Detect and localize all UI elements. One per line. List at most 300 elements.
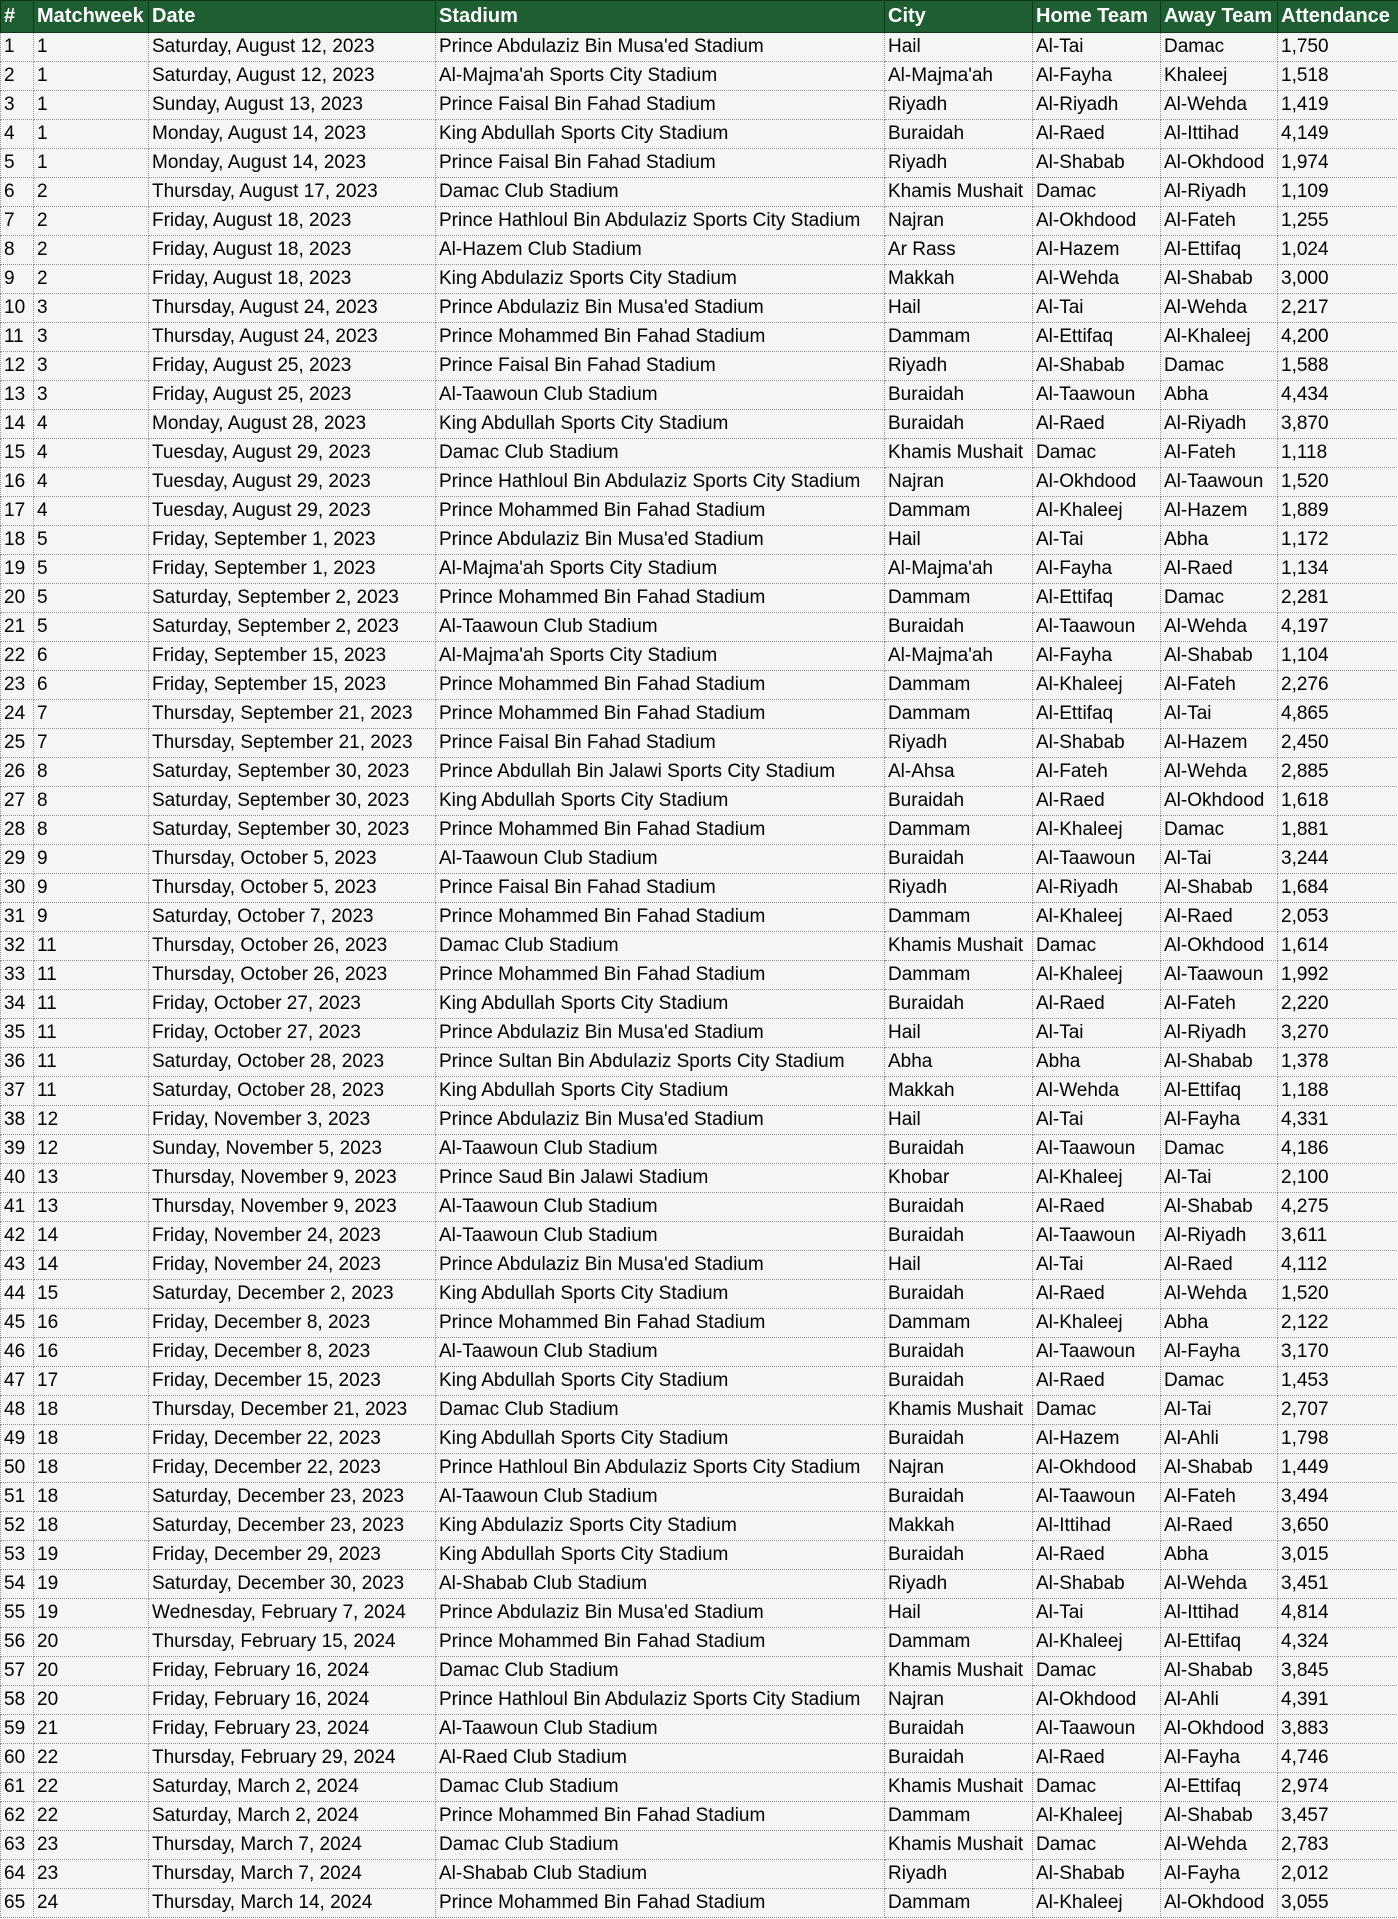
cell-city[interactable]: Hail bbox=[885, 33, 1033, 62]
cell-stadium[interactable]: Al-Taawoun Club Stadium bbox=[436, 845, 885, 874]
cell-number[interactable]: 21 bbox=[1, 613, 34, 642]
cell-matchweek[interactable]: 1 bbox=[34, 91, 149, 120]
cell-number[interactable]: 25 bbox=[1, 729, 34, 758]
cell-matchweek[interactable]: 13 bbox=[34, 1164, 149, 1193]
cell-attendance[interactable]: 1,520 bbox=[1278, 468, 1398, 497]
cell-attendance[interactable]: 1,684 bbox=[1278, 874, 1398, 903]
cell-matchweek[interactable]: 1 bbox=[34, 149, 149, 178]
cell-home-team[interactable]: Al-Tai bbox=[1033, 526, 1161, 555]
cell-matchweek[interactable]: 19 bbox=[34, 1541, 149, 1570]
cell-stadium[interactable]: Al-Shabab Club Stadium bbox=[436, 1860, 885, 1889]
cell-attendance[interactable]: 4,814 bbox=[1278, 1599, 1398, 1628]
cell-away-team[interactable]: Al-Ahli bbox=[1161, 1686, 1278, 1715]
cell-attendance[interactable]: 3,457 bbox=[1278, 1802, 1398, 1831]
cell-attendance[interactable]: 2,100 bbox=[1278, 1164, 1398, 1193]
cell-date[interactable]: Friday, August 25, 2023 bbox=[149, 352, 436, 381]
cell-number[interactable]: 16 bbox=[1, 468, 34, 497]
cell-stadium[interactable]: Al-Shabab Club Stadium bbox=[436, 1570, 885, 1599]
cell-matchweek[interactable]: 5 bbox=[34, 584, 149, 613]
cell-date[interactable]: Thursday, October 5, 2023 bbox=[149, 845, 436, 874]
cell-date[interactable]: Thursday, August 24, 2023 bbox=[149, 294, 436, 323]
cell-stadium[interactable]: King Abdullah Sports City Stadium bbox=[436, 1425, 885, 1454]
cell-stadium[interactable]: Prince Faisal Bin Fahad Stadium bbox=[436, 352, 885, 381]
cell-date[interactable]: Thursday, March 14, 2024 bbox=[149, 1889, 436, 1918]
cell-attendance[interactable]: 3,611 bbox=[1278, 1222, 1398, 1251]
cell-attendance[interactable]: 2,053 bbox=[1278, 903, 1398, 932]
cell-home-team[interactable]: Al-Khaleej bbox=[1033, 961, 1161, 990]
cell-away-team[interactable]: Damac bbox=[1161, 816, 1278, 845]
cell-city[interactable]: Dammam bbox=[885, 816, 1033, 845]
cell-matchweek[interactable]: 8 bbox=[34, 816, 149, 845]
cell-number[interactable]: 35 bbox=[1, 1019, 34, 1048]
cell-number[interactable]: 56 bbox=[1, 1628, 34, 1657]
cell-matchweek[interactable]: 17 bbox=[34, 1367, 149, 1396]
cell-date[interactable]: Monday, August 28, 2023 bbox=[149, 410, 436, 439]
cell-date[interactable]: Saturday, December 30, 2023 bbox=[149, 1570, 436, 1599]
cell-away-team[interactable]: Abha bbox=[1161, 1309, 1278, 1338]
cell-home-team[interactable]: Al-Khaleej bbox=[1033, 1164, 1161, 1193]
cell-attendance[interactable]: 4,149 bbox=[1278, 120, 1398, 149]
cell-stadium[interactable]: Al-Majma'ah Sports City Stadium bbox=[436, 642, 885, 671]
cell-city[interactable]: Makkah bbox=[885, 1077, 1033, 1106]
cell-stadium[interactable]: King Abdullah Sports City Stadium bbox=[436, 1280, 885, 1309]
cell-home-team[interactable]: Damac bbox=[1033, 1657, 1161, 1686]
cell-home-team[interactable]: Al-Okhdood bbox=[1033, 1686, 1161, 1715]
cell-stadium[interactable]: Al-Taawoun Club Stadium bbox=[436, 1222, 885, 1251]
cell-away-team[interactable]: Al-Tai bbox=[1161, 1396, 1278, 1425]
cell-date[interactable]: Friday, August 25, 2023 bbox=[149, 381, 436, 410]
cell-city[interactable]: Dammam bbox=[885, 1309, 1033, 1338]
cell-city[interactable]: Riyadh bbox=[885, 149, 1033, 178]
cell-attendance[interactable]: 1,188 bbox=[1278, 1077, 1398, 1106]
cell-city[interactable]: Buraidah bbox=[885, 1222, 1033, 1251]
cell-home-team[interactable]: Al-Okhdood bbox=[1033, 468, 1161, 497]
cell-home-team[interactable]: Al-Khaleej bbox=[1033, 671, 1161, 700]
cell-matchweek[interactable]: 3 bbox=[34, 381, 149, 410]
cell-city[interactable]: Khamis Mushait bbox=[885, 1657, 1033, 1686]
cell-matchweek[interactable]: 5 bbox=[34, 613, 149, 642]
cell-matchweek[interactable]: 7 bbox=[34, 700, 149, 729]
column-header-date[interactable]: Date bbox=[149, 1, 436, 33]
cell-number[interactable]: 27 bbox=[1, 787, 34, 816]
cell-stadium[interactable]: Al-Taawoun Club Stadium bbox=[436, 381, 885, 410]
cell-matchweek[interactable]: 15 bbox=[34, 1280, 149, 1309]
cell-away-team[interactable]: Al-Riyadh bbox=[1161, 178, 1278, 207]
cell-home-team[interactable]: Al-Khaleej bbox=[1033, 1889, 1161, 1918]
cell-stadium[interactable]: Damac Club Stadium bbox=[436, 1831, 885, 1860]
cell-number[interactable]: 60 bbox=[1, 1744, 34, 1773]
cell-stadium[interactable]: Prince Abdulaziz Bin Musa'ed Stadium bbox=[436, 526, 885, 555]
cell-number[interactable]: 65 bbox=[1, 1889, 34, 1918]
cell-city[interactable]: Dammam bbox=[885, 1889, 1033, 1918]
cell-number[interactable]: 42 bbox=[1, 1222, 34, 1251]
cell-number[interactable]: 38 bbox=[1, 1106, 34, 1135]
cell-number[interactable]: 23 bbox=[1, 671, 34, 700]
cell-home-team[interactable]: Al-Fayha bbox=[1033, 555, 1161, 584]
cell-away-team[interactable]: Al-Ittihad bbox=[1161, 1599, 1278, 1628]
cell-attendance[interactable]: 1,520 bbox=[1278, 1280, 1398, 1309]
cell-matchweek[interactable]: 19 bbox=[34, 1599, 149, 1628]
cell-number[interactable]: 62 bbox=[1, 1802, 34, 1831]
cell-away-team[interactable]: Damac bbox=[1161, 1135, 1278, 1164]
cell-home-team[interactable]: Al-Okhdood bbox=[1033, 207, 1161, 236]
cell-home-team[interactable]: Al-Ittihad bbox=[1033, 1512, 1161, 1541]
cell-stadium[interactable]: Prince Abdulaziz Bin Musa'ed Stadium bbox=[436, 1019, 885, 1048]
cell-number[interactable]: 40 bbox=[1, 1164, 34, 1193]
cell-away-team[interactable]: Al-Shabab bbox=[1161, 265, 1278, 294]
cell-home-team[interactable]: Al-Raed bbox=[1033, 787, 1161, 816]
cell-number[interactable]: 37 bbox=[1, 1077, 34, 1106]
cell-city[interactable]: Khamis Mushait bbox=[885, 932, 1033, 961]
cell-city[interactable]: Khamis Mushait bbox=[885, 178, 1033, 207]
cell-matchweek[interactable]: 18 bbox=[34, 1483, 149, 1512]
cell-stadium[interactable]: Prince Faisal Bin Fahad Stadium bbox=[436, 874, 885, 903]
cell-date[interactable]: Friday, September 15, 2023 bbox=[149, 642, 436, 671]
cell-away-team[interactable]: Al-Raed bbox=[1161, 555, 1278, 584]
cell-city[interactable]: Dammam bbox=[885, 903, 1033, 932]
cell-stadium[interactable]: Damac Club Stadium bbox=[436, 1773, 885, 1802]
cell-matchweek[interactable]: 18 bbox=[34, 1512, 149, 1541]
cell-stadium[interactable]: Prince Abdulaziz Bin Musa'ed Stadium bbox=[436, 1599, 885, 1628]
cell-away-team[interactable]: Al-Fayha bbox=[1161, 1338, 1278, 1367]
cell-stadium[interactable]: Prince Mohammed Bin Fahad Stadium bbox=[436, 323, 885, 352]
cell-date[interactable]: Friday, September 1, 2023 bbox=[149, 555, 436, 584]
cell-home-team[interactable]: Al-Khaleej bbox=[1033, 497, 1161, 526]
cell-city[interactable]: Buraidah bbox=[885, 120, 1033, 149]
cell-date[interactable]: Thursday, March 7, 2024 bbox=[149, 1860, 436, 1889]
cell-city[interactable]: Dammam bbox=[885, 1802, 1033, 1831]
cell-stadium[interactable]: Prince Abdulaziz Bin Musa'ed Stadium bbox=[436, 1251, 885, 1280]
cell-matchweek[interactable]: 14 bbox=[34, 1251, 149, 1280]
cell-stadium[interactable]: Prince Hathloul Bin Abdulaziz Sports City Stadium bbox=[436, 1454, 885, 1483]
cell-home-team[interactable]: Al-Tai bbox=[1033, 1599, 1161, 1628]
cell-date[interactable]: Friday, October 27, 2023 bbox=[149, 1019, 436, 1048]
cell-city[interactable]: Najran bbox=[885, 207, 1033, 236]
cell-matchweek[interactable]: 1 bbox=[34, 62, 149, 91]
cell-date[interactable]: Saturday, December 2, 2023 bbox=[149, 1280, 436, 1309]
cell-stadium[interactable]: Prince Saud Bin Jalawi Stadium bbox=[436, 1164, 885, 1193]
cell-attendance[interactable]: 1,992 bbox=[1278, 961, 1398, 990]
cell-attendance[interactable]: 4,391 bbox=[1278, 1686, 1398, 1715]
cell-home-team[interactable]: Al-Shabab bbox=[1033, 729, 1161, 758]
cell-city[interactable]: Dammam bbox=[885, 584, 1033, 613]
cell-number[interactable]: 12 bbox=[1, 352, 34, 381]
cell-date[interactable]: Friday, December 8, 2023 bbox=[149, 1309, 436, 1338]
cell-away-team[interactable]: Al-Hazem bbox=[1161, 497, 1278, 526]
cell-attendance[interactable]: 4,275 bbox=[1278, 1193, 1398, 1222]
cell-home-team[interactable]: Al-Hazem bbox=[1033, 1425, 1161, 1454]
cell-date[interactable]: Saturday, March 2, 2024 bbox=[149, 1802, 436, 1831]
cell-date[interactable]: Friday, February 23, 2024 bbox=[149, 1715, 436, 1744]
cell-attendance[interactable]: 4,200 bbox=[1278, 323, 1398, 352]
cell-attendance[interactable]: 3,270 bbox=[1278, 1019, 1398, 1048]
cell-attendance[interactable]: 4,746 bbox=[1278, 1744, 1398, 1773]
cell-date[interactable]: Friday, December 8, 2023 bbox=[149, 1338, 436, 1367]
cell-away-team[interactable]: Al-Okhdood bbox=[1161, 1715, 1278, 1744]
cell-stadium[interactable]: Prince Hathloul Bin Abdulaziz Sports City Stadium bbox=[436, 468, 885, 497]
cell-date[interactable]: Saturday, September 30, 2023 bbox=[149, 758, 436, 787]
cell-attendance[interactable]: 1,518 bbox=[1278, 62, 1398, 91]
cell-away-team[interactable]: Al-Okhdood bbox=[1161, 149, 1278, 178]
cell-home-team[interactable]: Al-Riyadh bbox=[1033, 874, 1161, 903]
cell-number[interactable]: 34 bbox=[1, 990, 34, 1019]
cell-number[interactable]: 11 bbox=[1, 323, 34, 352]
cell-city[interactable]: Buraidah bbox=[885, 381, 1033, 410]
cell-number[interactable]: 53 bbox=[1, 1541, 34, 1570]
cell-attendance[interactable]: 3,451 bbox=[1278, 1570, 1398, 1599]
cell-city[interactable]: Buraidah bbox=[885, 1135, 1033, 1164]
cell-home-team[interactable]: Al-Raed bbox=[1033, 120, 1161, 149]
cell-attendance[interactable]: 1,588 bbox=[1278, 352, 1398, 381]
cell-away-team[interactable]: Al-Wehda bbox=[1161, 1280, 1278, 1309]
cell-city[interactable]: Najran bbox=[885, 468, 1033, 497]
cell-date[interactable]: Friday, November 24, 2023 bbox=[149, 1251, 436, 1280]
cell-home-team[interactable]: Al-Raed bbox=[1033, 1367, 1161, 1396]
cell-home-team[interactable]: Al-Tai bbox=[1033, 294, 1161, 323]
cell-attendance[interactable]: 1,618 bbox=[1278, 787, 1398, 816]
cell-away-team[interactable]: Al-Raed bbox=[1161, 1251, 1278, 1280]
cell-attendance[interactable]: 3,000 bbox=[1278, 265, 1398, 294]
cell-city[interactable]: Buraidah bbox=[885, 787, 1033, 816]
cell-away-team[interactable]: Damac bbox=[1161, 1367, 1278, 1396]
cell-date[interactable]: Monday, August 14, 2023 bbox=[149, 149, 436, 178]
cell-matchweek[interactable]: 4 bbox=[34, 439, 149, 468]
cell-home-team[interactable]: Al-Shabab bbox=[1033, 352, 1161, 381]
cell-away-team[interactable]: Al-Fayha bbox=[1161, 1860, 1278, 1889]
cell-number[interactable]: 41 bbox=[1, 1193, 34, 1222]
column-header-number[interactable]: # bbox=[1, 1, 34, 33]
cell-matchweek[interactable]: 18 bbox=[34, 1396, 149, 1425]
cell-home-team[interactable]: Damac bbox=[1033, 1773, 1161, 1802]
cell-city[interactable]: Dammam bbox=[885, 961, 1033, 990]
cell-stadium[interactable]: King Abdulaziz Sports City Stadium bbox=[436, 1512, 885, 1541]
cell-away-team[interactable]: Al-Wehda bbox=[1161, 294, 1278, 323]
cell-city[interactable]: Al-Majma'ah bbox=[885, 62, 1033, 91]
cell-stadium[interactable]: Prince Mohammed Bin Fahad Stadium bbox=[436, 961, 885, 990]
cell-city[interactable]: Buraidah bbox=[885, 1367, 1033, 1396]
cell-number[interactable]: 6 bbox=[1, 178, 34, 207]
cell-number[interactable]: 17 bbox=[1, 497, 34, 526]
cell-number[interactable]: 31 bbox=[1, 903, 34, 932]
cell-stadium[interactable]: Al-Taawoun Club Stadium bbox=[436, 1338, 885, 1367]
cell-away-team[interactable]: Al-Shabab bbox=[1161, 1802, 1278, 1831]
cell-away-team[interactable]: Al-Shabab bbox=[1161, 1048, 1278, 1077]
cell-matchweek[interactable]: 12 bbox=[34, 1135, 149, 1164]
cell-attendance[interactable]: 3,650 bbox=[1278, 1512, 1398, 1541]
cell-date[interactable]: Saturday, September 2, 2023 bbox=[149, 613, 436, 642]
cell-matchweek[interactable]: 11 bbox=[34, 1019, 149, 1048]
cell-attendance[interactable]: 2,450 bbox=[1278, 729, 1398, 758]
cell-city[interactable]: Buraidah bbox=[885, 1483, 1033, 1512]
cell-attendance[interactable]: 2,707 bbox=[1278, 1396, 1398, 1425]
cell-stadium[interactable]: Prince Mohammed Bin Fahad Stadium bbox=[436, 903, 885, 932]
cell-number[interactable]: 55 bbox=[1, 1599, 34, 1628]
cell-attendance[interactable]: 1,378 bbox=[1278, 1048, 1398, 1077]
cell-city[interactable]: Ar Rass bbox=[885, 236, 1033, 265]
cell-date[interactable]: Thursday, August 24, 2023 bbox=[149, 323, 436, 352]
cell-matchweek[interactable]: 11 bbox=[34, 1048, 149, 1077]
cell-stadium[interactable]: Prince Mohammed Bin Fahad Stadium bbox=[436, 1309, 885, 1338]
cell-city[interactable]: Buraidah bbox=[885, 1744, 1033, 1773]
cell-number[interactable]: 52 bbox=[1, 1512, 34, 1541]
cell-matchweek[interactable]: 8 bbox=[34, 758, 149, 787]
cell-number[interactable]: 61 bbox=[1, 1773, 34, 1802]
cell-date[interactable]: Friday, November 3, 2023 bbox=[149, 1106, 436, 1135]
cell-date[interactable]: Friday, November 24, 2023 bbox=[149, 1222, 436, 1251]
cell-city[interactable]: Riyadh bbox=[885, 729, 1033, 758]
cell-home-team[interactable]: Al-Khaleej bbox=[1033, 1802, 1161, 1831]
cell-number[interactable]: 36 bbox=[1, 1048, 34, 1077]
cell-number[interactable]: 19 bbox=[1, 555, 34, 584]
cell-number[interactable]: 39 bbox=[1, 1135, 34, 1164]
cell-stadium[interactable]: Prince Abdulaziz Bin Musa'ed Stadium bbox=[436, 1106, 885, 1135]
cell-matchweek[interactable]: 20 bbox=[34, 1686, 149, 1715]
cell-attendance[interactable]: 2,217 bbox=[1278, 294, 1398, 323]
cell-number[interactable]: 51 bbox=[1, 1483, 34, 1512]
cell-city[interactable]: Hail bbox=[885, 526, 1033, 555]
cell-attendance[interactable]: 1,881 bbox=[1278, 816, 1398, 845]
column-header-matchweek[interactable]: Matchweek bbox=[34, 1, 149, 33]
cell-attendance[interactable]: 3,870 bbox=[1278, 410, 1398, 439]
cell-city[interactable]: Hail bbox=[885, 294, 1033, 323]
cell-date[interactable]: Saturday, December 23, 2023 bbox=[149, 1512, 436, 1541]
cell-number[interactable]: 22 bbox=[1, 642, 34, 671]
cell-attendance[interactable]: 2,122 bbox=[1278, 1309, 1398, 1338]
cell-date[interactable]: Thursday, September 21, 2023 bbox=[149, 729, 436, 758]
cell-date[interactable]: Thursday, November 9, 2023 bbox=[149, 1193, 436, 1222]
cell-away-team[interactable]: Al-Ahli bbox=[1161, 1425, 1278, 1454]
cell-away-team[interactable]: Al-Fateh bbox=[1161, 207, 1278, 236]
cell-date[interactable]: Saturday, March 2, 2024 bbox=[149, 1773, 436, 1802]
cell-away-team[interactable]: Al-Okhdood bbox=[1161, 932, 1278, 961]
cell-matchweek[interactable]: 4 bbox=[34, 497, 149, 526]
cell-number[interactable]: 24 bbox=[1, 700, 34, 729]
cell-stadium[interactable]: King Abdullah Sports City Stadium bbox=[436, 1367, 885, 1396]
cell-stadium[interactable]: Al-Majma'ah Sports City Stadium bbox=[436, 555, 885, 584]
cell-date[interactable]: Tuesday, August 29, 2023 bbox=[149, 468, 436, 497]
cell-matchweek[interactable]: 12 bbox=[34, 1106, 149, 1135]
cell-away-team[interactable]: Al-Ittihad bbox=[1161, 120, 1278, 149]
cell-matchweek[interactable]: 3 bbox=[34, 352, 149, 381]
cell-date[interactable]: Saturday, October 28, 2023 bbox=[149, 1077, 436, 1106]
cell-home-team[interactable]: Damac bbox=[1033, 1396, 1161, 1425]
cell-home-team[interactable]: Al-Khaleej bbox=[1033, 903, 1161, 932]
cell-stadium[interactable]: Al-Taawoun Club Stadium bbox=[436, 1193, 885, 1222]
cell-attendance[interactable]: 1,118 bbox=[1278, 439, 1398, 468]
cell-city[interactable]: Buraidah bbox=[885, 845, 1033, 874]
cell-matchweek[interactable]: 4 bbox=[34, 410, 149, 439]
cell-stadium[interactable]: King Abdullah Sports City Stadium bbox=[436, 1541, 885, 1570]
cell-matchweek[interactable]: 22 bbox=[34, 1773, 149, 1802]
cell-city[interactable]: Khamis Mushait bbox=[885, 1773, 1033, 1802]
cell-city[interactable]: Hail bbox=[885, 1019, 1033, 1048]
cell-home-team[interactable]: Al-Shabab bbox=[1033, 149, 1161, 178]
cell-away-team[interactable]: Abha bbox=[1161, 381, 1278, 410]
cell-home-team[interactable]: Al-Tai bbox=[1033, 1106, 1161, 1135]
cell-stadium[interactable]: Prince Hathloul Bin Abdulaziz Sports City Stadium bbox=[436, 1686, 885, 1715]
cell-matchweek[interactable]: 2 bbox=[34, 178, 149, 207]
cell-date[interactable]: Sunday, August 13, 2023 bbox=[149, 91, 436, 120]
cell-date[interactable]: Friday, February 16, 2024 bbox=[149, 1657, 436, 1686]
cell-number[interactable]: 28 bbox=[1, 816, 34, 845]
cell-away-team[interactable]: Damac bbox=[1161, 352, 1278, 381]
cell-city[interactable]: Dammam bbox=[885, 497, 1033, 526]
cell-home-team[interactable]: Al-Khaleej bbox=[1033, 1628, 1161, 1657]
cell-attendance[interactable]: 2,220 bbox=[1278, 990, 1398, 1019]
cell-home-team[interactable]: Al-Raed bbox=[1033, 410, 1161, 439]
column-header-home-team[interactable]: Home Team bbox=[1033, 1, 1161, 33]
cell-city[interactable]: Khamis Mushait bbox=[885, 1396, 1033, 1425]
cell-date[interactable]: Saturday, December 23, 2023 bbox=[149, 1483, 436, 1512]
cell-city[interactable]: Buraidah bbox=[885, 1193, 1033, 1222]
cell-home-team[interactable]: Al-Wehda bbox=[1033, 265, 1161, 294]
cell-city[interactable]: Abha bbox=[885, 1048, 1033, 1077]
cell-stadium[interactable]: King Abdullah Sports City Stadium bbox=[436, 410, 885, 439]
cell-date[interactable]: Friday, October 27, 2023 bbox=[149, 990, 436, 1019]
cell-away-team[interactable]: Al-Riyadh bbox=[1161, 410, 1278, 439]
cell-attendance[interactable]: 2,276 bbox=[1278, 671, 1398, 700]
cell-number[interactable]: 59 bbox=[1, 1715, 34, 1744]
cell-away-team[interactable]: Al-Shabab bbox=[1161, 642, 1278, 671]
cell-home-team[interactable]: Al-Taawoun bbox=[1033, 381, 1161, 410]
cell-attendance[interactable]: 4,331 bbox=[1278, 1106, 1398, 1135]
cell-number[interactable]: 15 bbox=[1, 439, 34, 468]
cell-city[interactable]: Dammam bbox=[885, 671, 1033, 700]
cell-away-team[interactable]: Al-Fateh bbox=[1161, 990, 1278, 1019]
cell-stadium[interactable]: Damac Club Stadium bbox=[436, 1396, 885, 1425]
cell-attendance[interactable]: 2,885 bbox=[1278, 758, 1398, 787]
cell-home-team[interactable]: Damac bbox=[1033, 932, 1161, 961]
cell-attendance[interactable]: 1,449 bbox=[1278, 1454, 1398, 1483]
cell-away-team[interactable]: Al-Fayha bbox=[1161, 1744, 1278, 1773]
cell-matchweek[interactable]: 23 bbox=[34, 1860, 149, 1889]
cell-number[interactable]: 44 bbox=[1, 1280, 34, 1309]
cell-date[interactable]: Thursday, November 9, 2023 bbox=[149, 1164, 436, 1193]
cell-attendance[interactable]: 1,889 bbox=[1278, 497, 1398, 526]
cell-date[interactable]: Thursday, March 7, 2024 bbox=[149, 1831, 436, 1860]
cell-attendance[interactable]: 4,197 bbox=[1278, 613, 1398, 642]
cell-away-team[interactable]: Al-Tai bbox=[1161, 1164, 1278, 1193]
cell-away-team[interactable]: Al-Riyadh bbox=[1161, 1222, 1278, 1251]
cell-city[interactable]: Makkah bbox=[885, 1512, 1033, 1541]
cell-date[interactable]: Saturday, August 12, 2023 bbox=[149, 33, 436, 62]
cell-date[interactable]: Saturday, September 30, 2023 bbox=[149, 787, 436, 816]
cell-stadium[interactable]: Al-Raed Club Stadium bbox=[436, 1744, 885, 1773]
cell-date[interactable]: Friday, February 16, 2024 bbox=[149, 1686, 436, 1715]
cell-stadium[interactable]: King Abdullah Sports City Stadium bbox=[436, 1077, 885, 1106]
cell-city[interactable]: Buraidah bbox=[885, 1280, 1033, 1309]
cell-attendance[interactable]: 4,112 bbox=[1278, 1251, 1398, 1280]
cell-city[interactable]: Hail bbox=[885, 1599, 1033, 1628]
cell-date[interactable]: Friday, December 22, 2023 bbox=[149, 1425, 436, 1454]
cell-away-team[interactable]: Al-Wehda bbox=[1161, 758, 1278, 787]
cell-number[interactable]: 47 bbox=[1, 1367, 34, 1396]
cell-stadium[interactable]: Prince Mohammed Bin Fahad Stadium bbox=[436, 671, 885, 700]
cell-number[interactable]: 10 bbox=[1, 294, 34, 323]
cell-stadium[interactable]: Prince Abdullah Bin Jalawi Sports City Stadium bbox=[436, 758, 885, 787]
cell-stadium[interactable]: Prince Mohammed Bin Fahad Stadium bbox=[436, 1628, 885, 1657]
cell-city[interactable]: Al-Ahsa bbox=[885, 758, 1033, 787]
cell-city[interactable]: Buraidah bbox=[885, 990, 1033, 1019]
cell-home-team[interactable]: Al-Okhdood bbox=[1033, 1454, 1161, 1483]
cell-home-team[interactable]: Al-Khaleej bbox=[1033, 1309, 1161, 1338]
cell-number[interactable]: 5 bbox=[1, 149, 34, 178]
cell-attendance[interactable]: 3,845 bbox=[1278, 1657, 1398, 1686]
cell-city[interactable]: Hail bbox=[885, 1106, 1033, 1135]
cell-city[interactable]: Riyadh bbox=[885, 1570, 1033, 1599]
cell-matchweek[interactable]: 18 bbox=[34, 1454, 149, 1483]
cell-stadium[interactable]: Al-Majma'ah Sports City Stadium bbox=[436, 62, 885, 91]
